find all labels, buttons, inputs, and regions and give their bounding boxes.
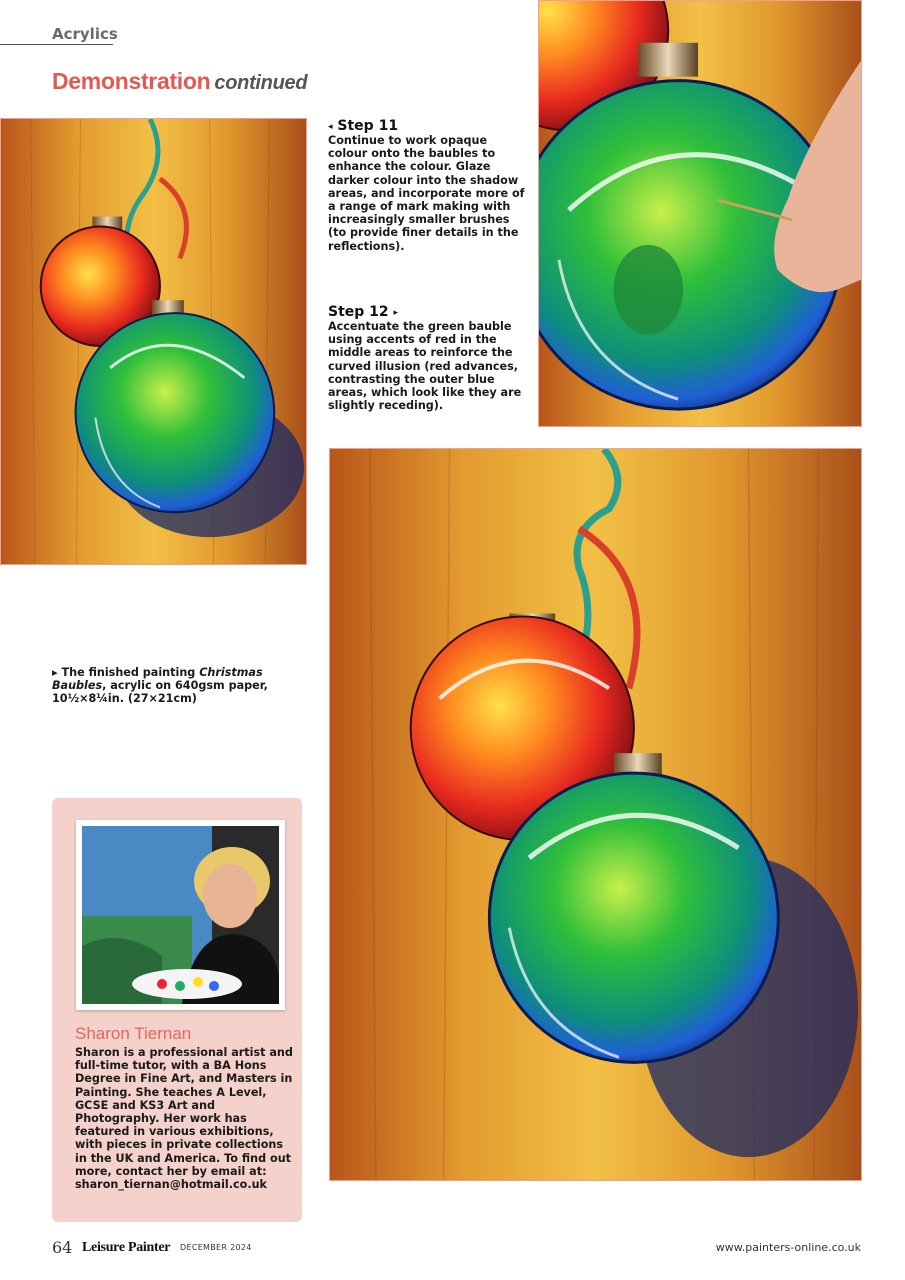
step-11-block <box>328 118 528 253</box>
step-12-block <box>328 304 528 412</box>
painting-title: Christmas Baubles <box>52 666 263 693</box>
step-11-arrow-icon: ◂ <box>328 122 333 132</box>
finished-painting <box>329 448 862 1181</box>
artist-photo <box>76 820 285 1010</box>
section-label: Acrylics <box>52 25 118 43</box>
step-12-heading: Step 12 ▸ <box>328 304 399 320</box>
title-suffix: continued <box>214 72 308 94</box>
section-rule <box>0 44 113 45</box>
step-12-text: Accentuate the green bauble using accents of red in the middle areas to reinforce the curved illusion (red advances, contrasting the outer blue areas, which look like they are slightly receding). <box>328 320 522 413</box>
step-11-painting <box>0 118 307 565</box>
step-12-arrow-icon: ▸ <box>393 308 399 318</box>
artist-name: Sharon Tiernan <box>75 1024 192 1043</box>
magazine-name: Leisure Painter <box>82 1240 171 1255</box>
page-number: 64 <box>52 1238 73 1257</box>
step-11-heading: ◂ Step 11 <box>328 118 399 134</box>
step-11-text: Continue to work opaque colour onto the baubles to enhance the colour. Glaze darker colour into the shadow areas, and incorporate more of a range of mark making with increasingly smaller brushes (to provide finer details in the reflections). <box>328 134 525 253</box>
finished-painting-caption: ▸ The finished painting Christmas Baubles, acrylic on 640gsm paper, 10½×8¼in. (27×21cm) <box>52 666 268 706</box>
issue-date: DECEMBER 2024 <box>180 1243 252 1252</box>
website-link[interactable]: www.painters-online.co.uk <box>715 1241 861 1254</box>
step-12-painting <box>538 0 862 427</box>
artist-bio-text: Sharon is a professional artist and full-time tutor, with a BA Hons Degree in Fine Art, and Masters in Painting. She teaches A Level, GCSE and KS3 Art and Photography. Her work has featured in various exhibitions, with pieces in private collections in the UK and America. To find out more, contact her by email at: sharon_tiernan@hotmail.co.uk <box>75 1046 293 1192</box>
title-text: Demonstration <box>52 68 211 94</box>
page-title <box>52 68 307 95</box>
